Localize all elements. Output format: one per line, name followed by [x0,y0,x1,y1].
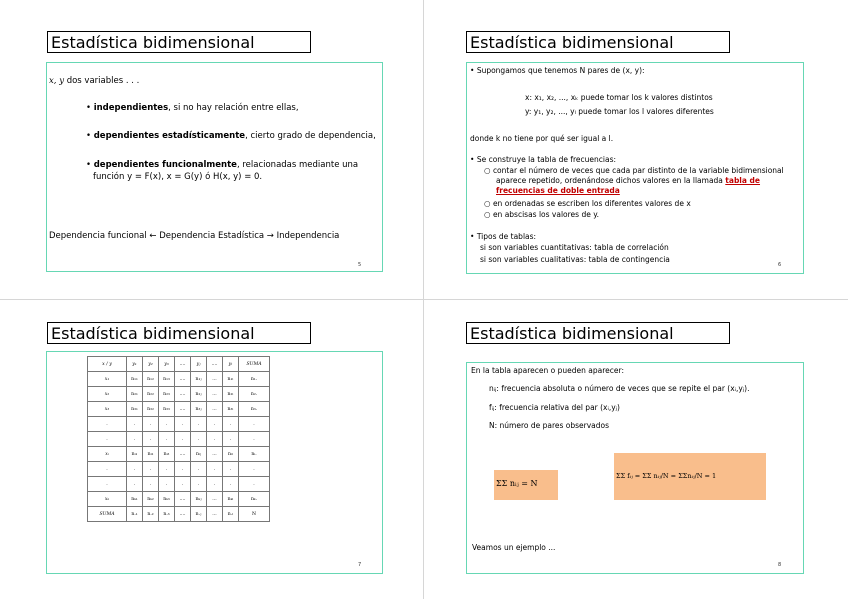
table-cell: . [143,477,159,492]
table-cell: n₃₃ [159,402,175,417]
table-cell: . [88,417,127,432]
table-cell: .... [175,357,191,372]
table-cell: x / y [88,357,127,372]
table-cell: nᵢ. [239,447,270,462]
table-cell: x₁ [88,372,127,387]
table-cell: n₃₂ [143,402,159,417]
table-row [88,462,270,477]
table-cell: n₂₂ [143,387,159,402]
table-cell: . [207,432,223,447]
table-cell: n₁₃ [159,372,175,387]
table-cell: SUMA [88,507,127,522]
table-cell: . [159,477,175,492]
definition: N: número de pares observados [489,421,610,430]
table-cell: . [191,432,207,447]
table-cell: .... [207,357,223,372]
table-cell: nₖ₁ [127,492,143,507]
table-row [88,432,270,447]
table-cell: . [127,462,143,477]
bullet: • Supongamos que tenemos N pares de (x, y): [470,66,645,75]
sum-formula: ΣΣ nᵢⱼ = N [494,470,558,500]
table-row [88,447,270,462]
table-cell: n₂₃ [159,387,175,402]
table-cell: y₃ [159,357,175,372]
relative-sum-formula: ΣΣ fᵢⱼ = ΣΣ nᵢⱼ/N = ΣΣnᵢⱼ/N = 1 [614,453,766,500]
slide-title: Estadística bidimensional [466,322,730,344]
list-item: • independientes, si no hay relación entre ellas, [86,103,299,113]
table-cell: N [239,507,270,522]
sub-bullet: ○ en ordenadas se escriben los diferentes valores de x [484,199,691,208]
table-cell: nₖ. [239,492,270,507]
table-cell: . [191,462,207,477]
table-cell: . [239,432,270,447]
table-cell: ... [207,387,223,402]
table-cell: . [207,462,223,477]
table-cell: nᵢ₂ [143,447,159,462]
table-cell: .... [175,402,191,417]
table-cell: . [175,477,191,492]
table-cell: xᵢ [88,447,127,462]
table-cell: n₂. [239,387,270,402]
table-link[interactable]: frecuencias de doble entrada [496,186,620,195]
table-type: si son variables cuantitativas: tabla de correlación [480,243,669,252]
table-cell: n₃₁ [127,402,143,417]
page-number: 8 [778,562,782,568]
table-header-row [88,357,270,372]
table-cell: n₁₁ [127,372,143,387]
table-cell: n₁. [239,372,270,387]
table-cell: . [143,462,159,477]
page-number: 7 [358,562,362,568]
vars: x, y [49,76,64,86]
list-item: • dependientes funcionalmente, relacionadas mediante una [86,160,359,170]
outro: Veamos un ejemplo ... [472,543,556,552]
table-cell: n₃. [239,402,270,417]
intro-text: dos variables . . . [66,76,140,86]
table-row [88,417,270,432]
table-cell: SUMA [239,357,270,372]
table-cell: n₂₁ [127,387,143,402]
table-row [88,492,270,507]
table-cell: .... [175,372,191,387]
table-cell: . [223,462,239,477]
table-cell: n₂ₗ [223,387,239,402]
table-cell: .... [175,447,191,462]
list-item-cont: función y = F(x), x = G(y) ó H(x, y) = 0. [93,172,263,182]
table-cell: . [88,477,127,492]
table-cell: ... [207,372,223,387]
table-cell: . [143,432,159,447]
table-cell: x₂ [88,387,127,402]
slide-title: Estadística bidimensional [466,31,730,53]
table-cell: yₗ [223,357,239,372]
y-values: y: y₁, y₂, ..., yₗ puede tomar los l valores diferentes [525,107,714,116]
table-type: si son variables cualitativas: tabla de contingencia [480,255,670,264]
table-cell: . [223,417,239,432]
table-row [88,402,270,417]
table-row [88,477,270,492]
frequency-table [87,356,270,522]
table-cell: . [175,417,191,432]
table-cell: . [175,462,191,477]
table-cell: ... [207,447,223,462]
table-cell: n.ⱼ [191,507,207,522]
table-row [88,507,270,522]
table-cell: .... [175,492,191,507]
slide-title: Estadística bidimensional [47,322,311,344]
sub-bullet-cont: aparece repetido, ordenándose dichos valores en la llamada tabla de [496,176,761,185]
table-cell: . [88,462,127,477]
table-cell: . [159,417,175,432]
definition: fᵢⱼ: frecuencia relativa del par (xᵢ,yⱼ) [489,403,620,412]
bullet: • Tipos de tablas: [470,232,537,241]
note: donde k no tiene por qué ser igual a l. [470,134,614,143]
table-cell: y₁ [127,357,143,372]
table-cell: . [239,417,270,432]
table-cell: . [143,417,159,432]
table-cell: . [191,417,207,432]
table-cell: . [239,477,270,492]
table-cell: . [159,462,175,477]
table-cell: n.₁ [127,507,143,522]
sub-bullet-cont [496,186,620,196]
table-cell: n₁ₗ [223,372,239,387]
table-cell: ... [207,492,223,507]
table-link[interactable]: tabla de [725,176,761,185]
list-item: • dependientes estadísticamente, cierto grado de dependencia, [86,131,376,141]
table-cell: n.₃ [159,507,175,522]
intro: En la tabla aparecen o pueden aparecer: [471,366,624,375]
table-cell: . [127,417,143,432]
sub-bullet: ○ contar el número de veces que cada par distinto de la variable bidimensional [484,166,784,175]
table-cell: n₂ⱼ [191,387,207,402]
table-cell: xₖ [88,492,127,507]
table-cell: nᵢⱼ [191,447,207,462]
table-cell: n₃ⱼ [191,402,207,417]
table-cell: . [223,477,239,492]
table-cell: . [127,477,143,492]
table-cell: .... [175,507,191,522]
table-cell: n.ₗ [223,507,239,522]
table-cell: n₁ⱼ [191,372,207,387]
definition: nᵢⱼ: frecuencia absoluta o número de veces que se repite el par (xᵢ,yⱼ). [489,384,750,393]
table-cell: ... [207,402,223,417]
table-row [88,387,270,402]
table-cell: yⱼ [191,357,207,372]
table-cell: . [239,462,270,477]
table-cell: . [175,432,191,447]
dependency-chain: Dependencia funcional ← Dependencia Estadística → Independencia [49,231,340,241]
table-cell: y₂ [143,357,159,372]
table-cell: n₃ₗ [223,402,239,417]
table-cell: . [207,417,223,432]
table-cell: . [88,432,127,447]
table-cell: x₃ [88,402,127,417]
bullet: • Se construye la tabla de frecuencias: [470,155,616,164]
slide-title: Estadística bidimensional [47,31,311,53]
table-cell: .... [175,387,191,402]
sub-bullet: ○ en abscisas los valores de y. [484,210,599,219]
x-values: x: x₁, x₂, ..., xₖ puede tomar los k valores distintos [525,93,713,102]
table-cell: n₁₂ [143,372,159,387]
table-cell: . [223,432,239,447]
page-number: 5 [358,262,362,268]
table-cell: n.₂ [143,507,159,522]
intro-line [49,76,139,87]
table-cell: nᵢ₃ [159,447,175,462]
page-number: 6 [778,262,782,268]
table-cell: ... [207,507,223,522]
horizontal-divider [0,299,848,300]
table-cell: nₖ₃ [159,492,175,507]
table-cell: nᵢ₁ [127,447,143,462]
table-cell: nₖₗ [223,492,239,507]
table-cell: . [127,432,143,447]
table-cell: nᵢₗ [223,447,239,462]
table-cell: nₖ₂ [143,492,159,507]
table-cell: nₖⱼ [191,492,207,507]
table-cell: . [191,477,207,492]
table-cell: . [207,477,223,492]
table-row [88,372,270,387]
table-cell: . [159,432,175,447]
